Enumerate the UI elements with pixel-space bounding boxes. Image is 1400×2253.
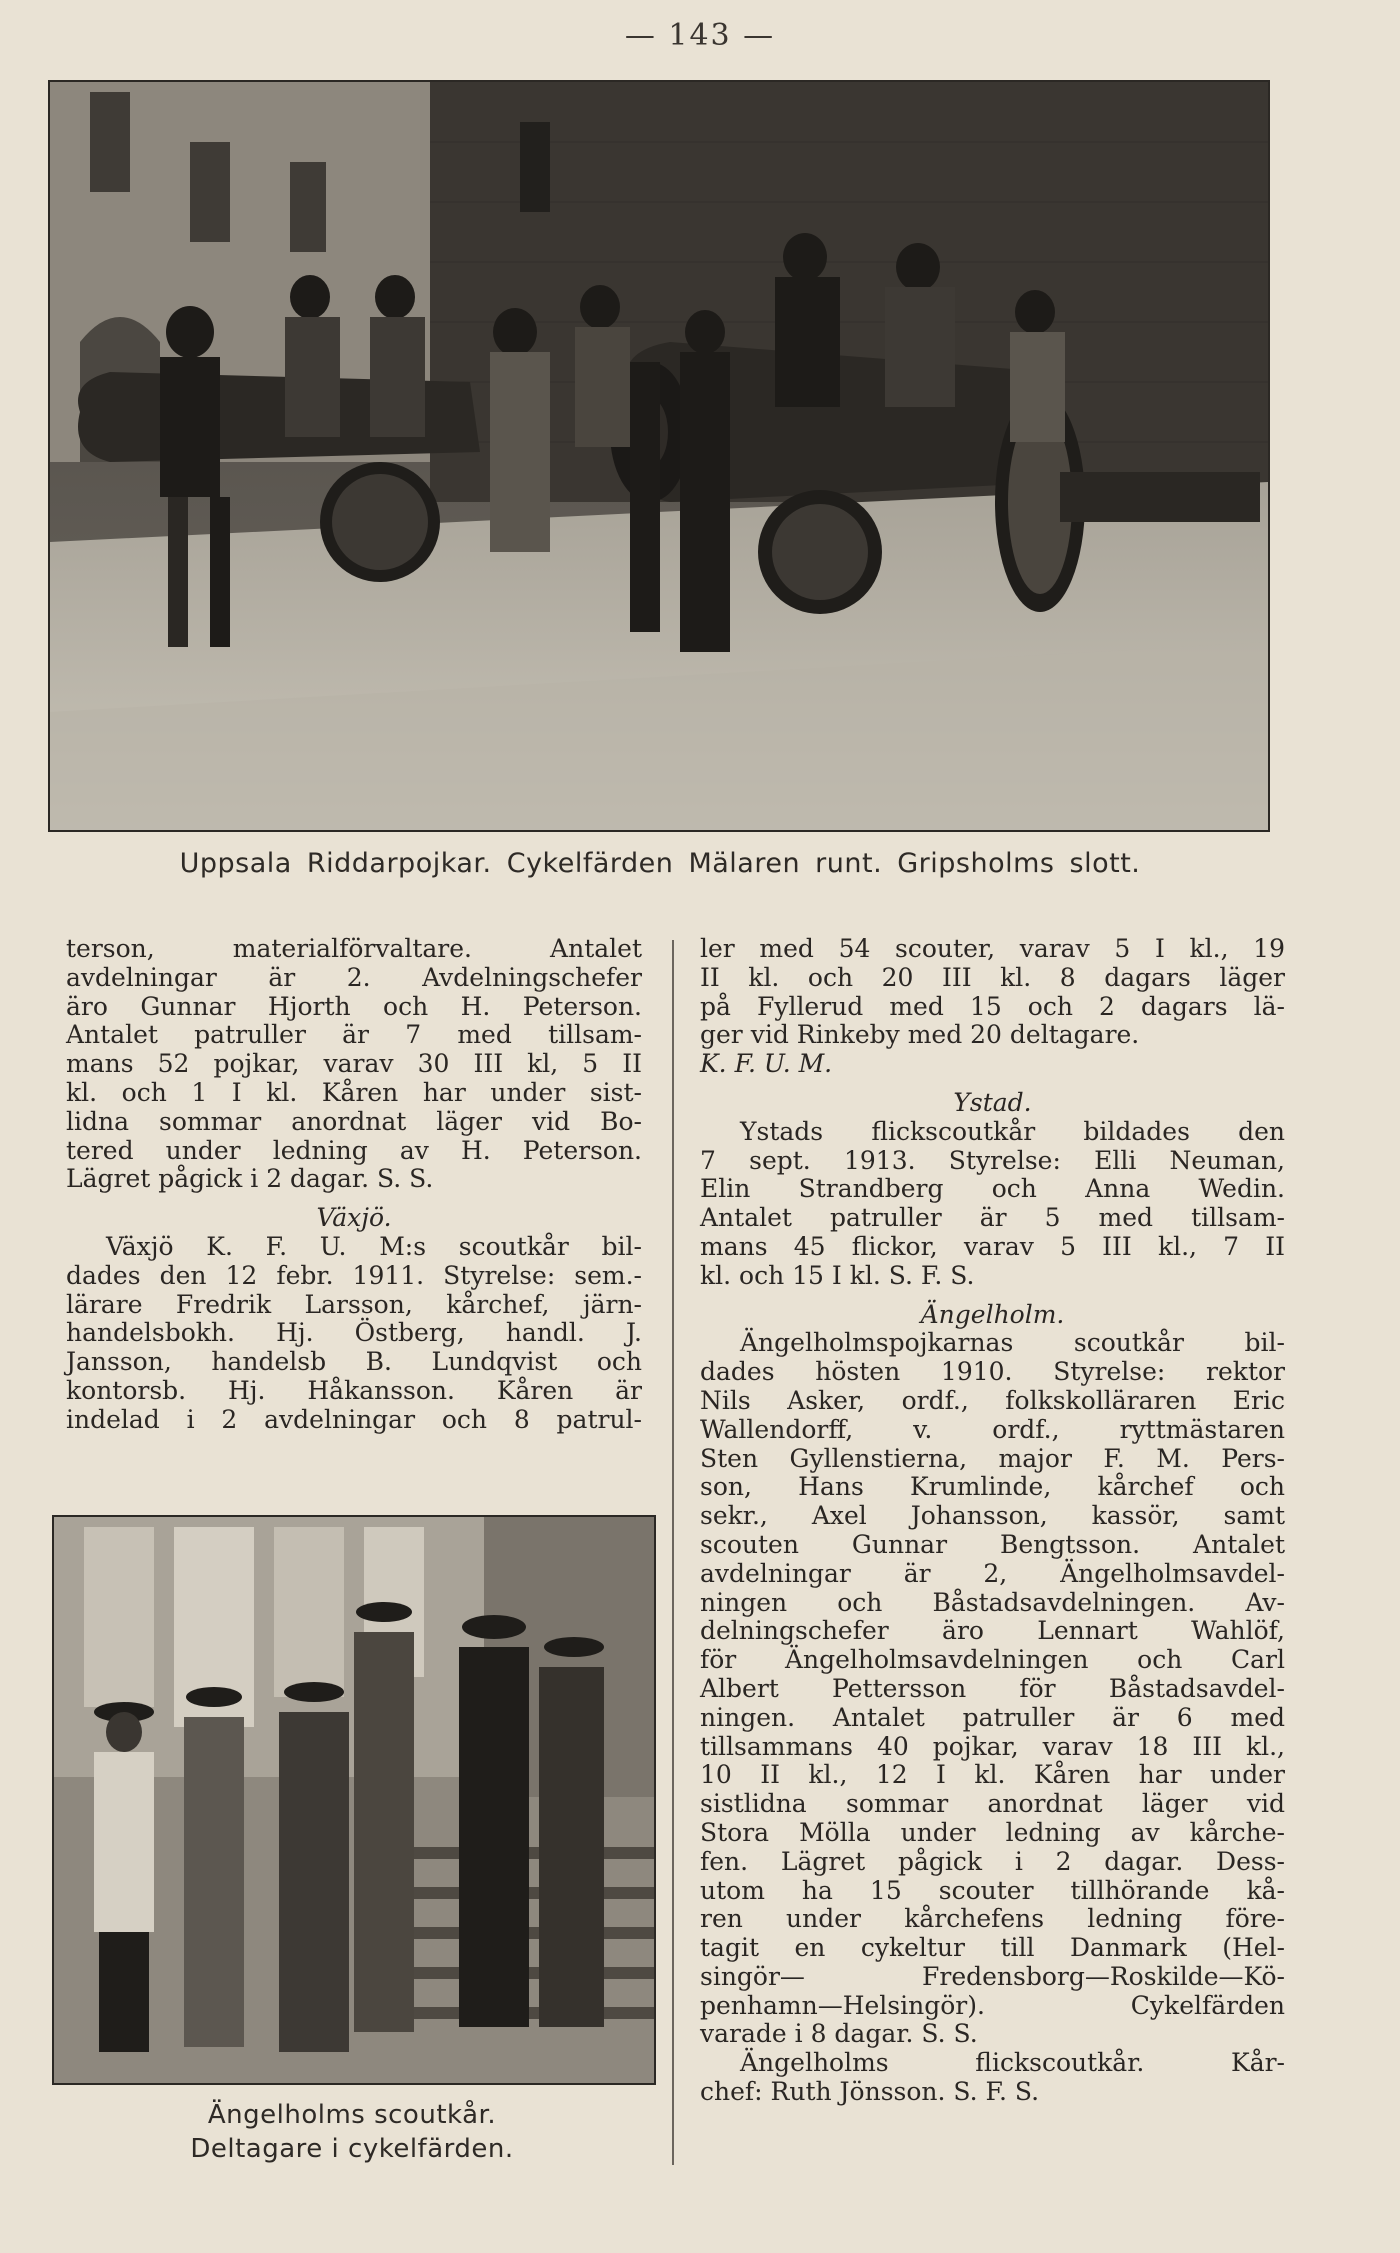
text-line: tagit en cykeltur till Danmark (Hel-: [700, 1933, 1285, 1963]
text-line: Jansson, handelsb B. Lundqvist och: [66, 1347, 642, 1377]
text-line: Stora Mölla under ledning av kårche-: [700, 1817, 1285, 1847]
text-line: lidna sommar anordnat läger vid Bo-: [66, 1106, 642, 1136]
text-line: delningschefer äro Lennart Wahlöf,: [700, 1616, 1285, 1646]
photo-angelholm-illustration: [54, 1517, 654, 2083]
text-line: tillsammans 40 pojkar, varav 18 III kl.,: [700, 1731, 1285, 1761]
text-line: Växjö K. F. U. M:s scoutkår bil-: [106, 1231, 642, 1261]
text-line: terson, materialförvaltare. Antalet: [66, 934, 642, 963]
text-line: tered under ledning av H. Peterson.: [66, 1135, 642, 1165]
text-line: lärare Fredrik Larsson, kårchef, järn-: [66, 1289, 642, 1319]
caption-line: Deltagare i cykelfärden.: [190, 2134, 514, 2164]
text-line: son, Hans Krumlinde, kårchef och: [700, 1472, 1285, 1502]
text-line: Antalet patruller är 5 med tillsam-: [700, 1203, 1285, 1233]
text-line: dades hösten 1910. Styrelse: rektor: [700, 1357, 1285, 1387]
text-line: dades den 12 febr. 1911. Styrelse: sem.-: [66, 1260, 642, 1290]
text-line: kontorsb. Hj. Håkansson. Kåren är: [66, 1375, 642, 1405]
text-line: äro Gunnar Hjorth och H. Peterson.: [66, 991, 642, 1021]
column-divider: [672, 940, 674, 2165]
signature: K. F. U. M.: [700, 1049, 833, 1079]
text-line: Ängelholmspojkarnas scoutkår bil-: [740, 1328, 1285, 1358]
text-line: Ystads flickscoutkår bildades den: [740, 1116, 1285, 1146]
text-line: på Fyllerud med 15 och 2 dagars lä-: [700, 991, 1285, 1021]
text-line: Ängelholms flickscoutkår. Kår-: [740, 2048, 1285, 2078]
text-line: II kl. och 20 III kl. 8 dagars läger: [700, 962, 1285, 992]
text-line: ren under kårchefens ledning före-: [700, 1904, 1285, 1934]
text-line: fen. Lägret pågick i 2 dagar. Dess-: [700, 1846, 1285, 1876]
text-line: ningen och Båstadsavdelningen. Av-: [700, 1587, 1285, 1617]
photo-gripsholm-caption: Uppsala Riddarpojkar. Cykelfärden Mälaren runt. Gripsholms slott.: [179, 848, 1141, 879]
text-line: kl. och 15 I kl. S. F. S.: [700, 1260, 975, 1290]
caption-line: Ängelholms scoutkår.: [207, 2100, 497, 2130]
text-line: avdelningar är 2. Avdelningschefer: [66, 962, 642, 992]
text-line: Lägret pågick i 2 dagar. S. S.: [66, 1164, 434, 1194]
photo-angelholm: [52, 1515, 656, 2085]
text-line: ningen. Antalet patruller är 6 med: [700, 1702, 1285, 1732]
section-heading-angelholm: Ängelholm.: [920, 1299, 1065, 1329]
text-line: Nils Asker, ordf., folkskolläraren Eric: [700, 1385, 1285, 1415]
text-line: för Ängelholmsavdelningen och Carl: [700, 1645, 1285, 1675]
section-heading-ystad: Ystad.: [953, 1087, 1032, 1117]
photo-gripsholm-illustration: [50, 82, 1268, 830]
text-line: 10 II kl., 12 I kl. Kåren har under: [700, 1760, 1285, 1790]
text-line: Sten Gyllenstierna, major F. M. Pers-: [700, 1443, 1285, 1473]
text-line: chef: Ruth Jönsson. S. F. S.: [700, 2077, 1040, 2107]
section-heading-vaxjo: Växjö.: [316, 1203, 392, 1233]
text-line: Antalet patruller är 7 med tillsam-: [66, 1020, 642, 1050]
text-line: kl. och 1 I kl. Kåren har under sist-: [66, 1077, 642, 1107]
text-line: penhamn—Helsingör). Cykelfärden: [700, 1990, 1285, 2020]
text-line: ler med 54 scouter, varav 5 I kl., 19: [700, 934, 1285, 963]
text-line: mans 45 flickor, varav 5 III kl., 7 II: [700, 1231, 1285, 1261]
page-number: — 143 —: [624, 18, 776, 53]
text-line: handelsbokh. Hj. Östberg, handl. J.: [66, 1318, 642, 1348]
photo-angelholm-caption: [52, 2098, 652, 2166]
text-line: 7 sept. 1913. Styrelse: Elli Neuman,: [700, 1145, 1285, 1175]
text-line: Wallendorff, v. ordf., ryttmästaren: [700, 1414, 1285, 1444]
text-line: Albert Pettersson för Båstadsavdel-: [700, 1673, 1285, 1703]
text-line: mans 52 pojkar, varav 30 III kl, 5 II: [66, 1049, 642, 1079]
text-line: singör— Fredensborg—Roskilde—Kö-: [700, 1961, 1285, 1991]
text-line: sistlidna sommar anordnat läger vid: [700, 1789, 1285, 1819]
right-column: [700, 935, 1285, 2107]
text-line: utom ha 15 scouter tillhörande kå-: [700, 1875, 1285, 1905]
text-line: avdelningar är 2, Ängelholmsavdel-: [700, 1558, 1285, 1588]
text-line: scouten Gunnar Bengtsson. Antalet: [700, 1529, 1285, 1559]
photo-gripsholm: [48, 80, 1270, 832]
left-column-top: [66, 935, 642, 1435]
text-line: ger vid Rinkeby med 20 deltagare.: [700, 1020, 1140, 1050]
text-line: sekr., Axel Johansson, kassör, samt: [700, 1501, 1285, 1531]
text-line: indelad i 2 avdelningar och 8 patrul-: [66, 1404, 642, 1434]
text-line: varade i 8 dagar. S. S.: [700, 2019, 978, 2049]
text-line: Elin Strandberg och Anna Wedin.: [700, 1174, 1285, 1204]
